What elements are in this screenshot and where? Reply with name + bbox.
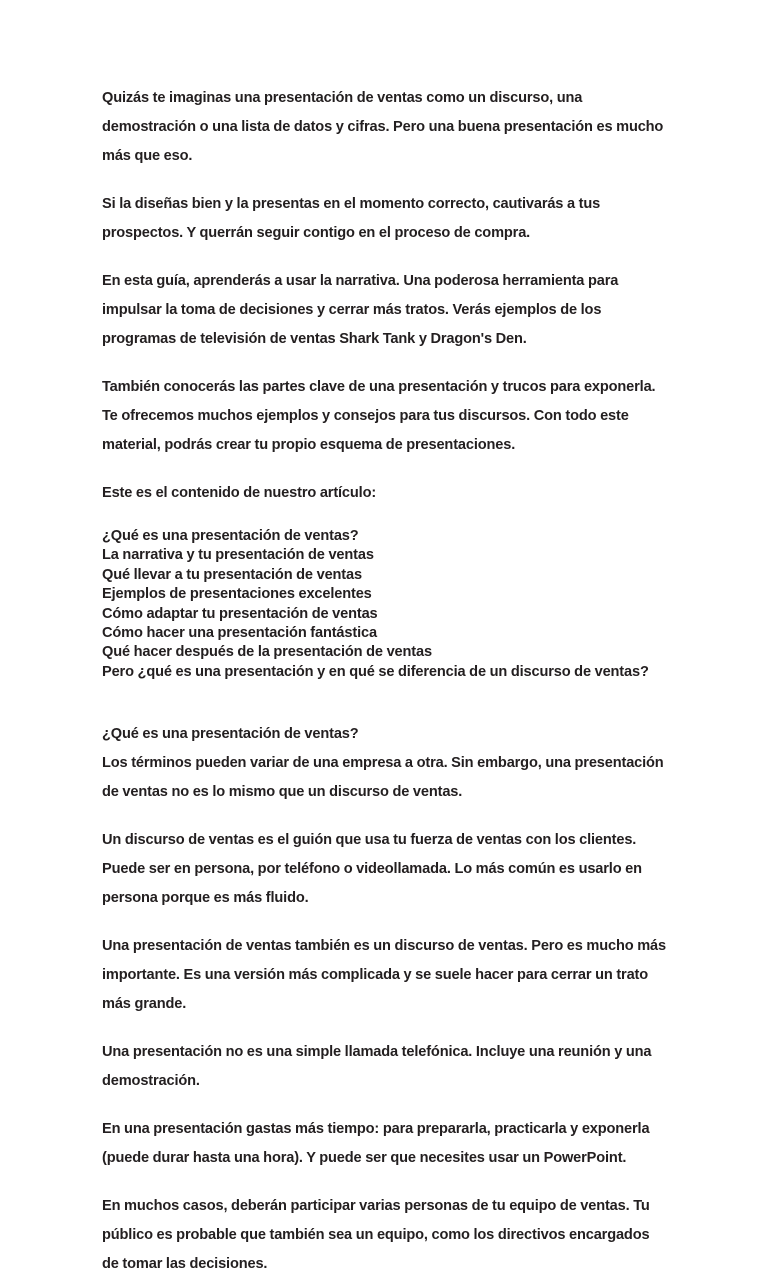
toc-intro-text: Este es el contenido de nuestro artículo: (102, 485, 377, 501)
section-lead-paragraph: Los términos pueden variar de una empresa a otra. Sin embargo, una presentación de ventas no es lo mismo que un discurso de ventas. (102, 755, 664, 801)
toc-item: Cómo hacer una presentación fantástica (102, 625, 377, 642)
intro-paragraph-3: En esta guía, aprenderás a usar la narrativa. Una poderosa herramienta para impulsar la toma de decisiones y cerrar más tratos. Verás ejemplos de los programas de televisión de ventas Shark Tank y Dragon's Den. (102, 273, 619, 347)
toc-item: Qué hacer después de la presentación de ventas (102, 644, 432, 661)
section-paragraph-2: Una presentación de ventas también es un discurso de ventas. Pero es mucho más importante. Es una versión más complicada y se suele hacer para cerrar un trato más grande. (102, 938, 666, 1013)
toc-item: Ejemplos de presentaciones excelentes (102, 586, 372, 603)
toc-item: Cómo adaptar tu presentación de ventas (102, 605, 378, 622)
intro-paragraph-1: Quizás te imaginas una presentación de ventas como un discurso, una demostración o una lista de datos y cifras. Pero una buena presentación es mucho más que eso. (102, 90, 664, 164)
toc-item: Qué llevar a tu presentación de ventas (102, 566, 362, 583)
toc-item: Pero ¿qué es una presentación y en qué se diferencia de un discurso de ventas? (102, 663, 649, 680)
section-heading: ¿Qué es una presentación de ventas? (102, 726, 359, 743)
section-paragraph-5: En muchos casos, deberán participar varias personas de tu equipo de ventas. Tu público es probable que también sea un equipo, como los directivos encargados de tomar las decisiones. (102, 1198, 650, 1273)
section-spacer (102, 682, 668, 720)
table-of-contents (102, 527, 668, 682)
toc-item: ¿Qué es una presentación de ventas? (102, 528, 359, 544)
toc-item: La narrativa y tu presentación de ventas (102, 547, 374, 564)
document-content (102, 84, 668, 1279)
intro-paragraph-2: Si la diseñas bien y la presentas en el momento correcto, cautivarás a tus prospectos. Y querrán seguir contigo en el proceso de compra. (102, 196, 601, 241)
intro-paragraph-4: También conocerás las partes clave de una presentación y trucos para exponerla. Te ofrecemos muchos ejemplos y consejos para tus discursos. Con todo este material, podrás crear tu propio esquema de presentaciones. (102, 379, 656, 453)
section-paragraph-4: En una presentación gastas más tiempo: para prepararla, practicarla y exponerla (puede durar hasta una hora). Y puede ser que necesites usar un PowerPoint. (102, 1121, 650, 1167)
section-paragraph-3: Una presentación no es una simple llamada telefónica. Incluye una reunión y una demostración. (102, 1044, 652, 1090)
section-paragraph-1: Un discurso de ventas es el guión que usa tu fuerza de ventas con los clientes. Puede ser en persona, por teléfono o videollamada. Lo más común es usarlo en persona porque es más fluido. (102, 832, 642, 907)
